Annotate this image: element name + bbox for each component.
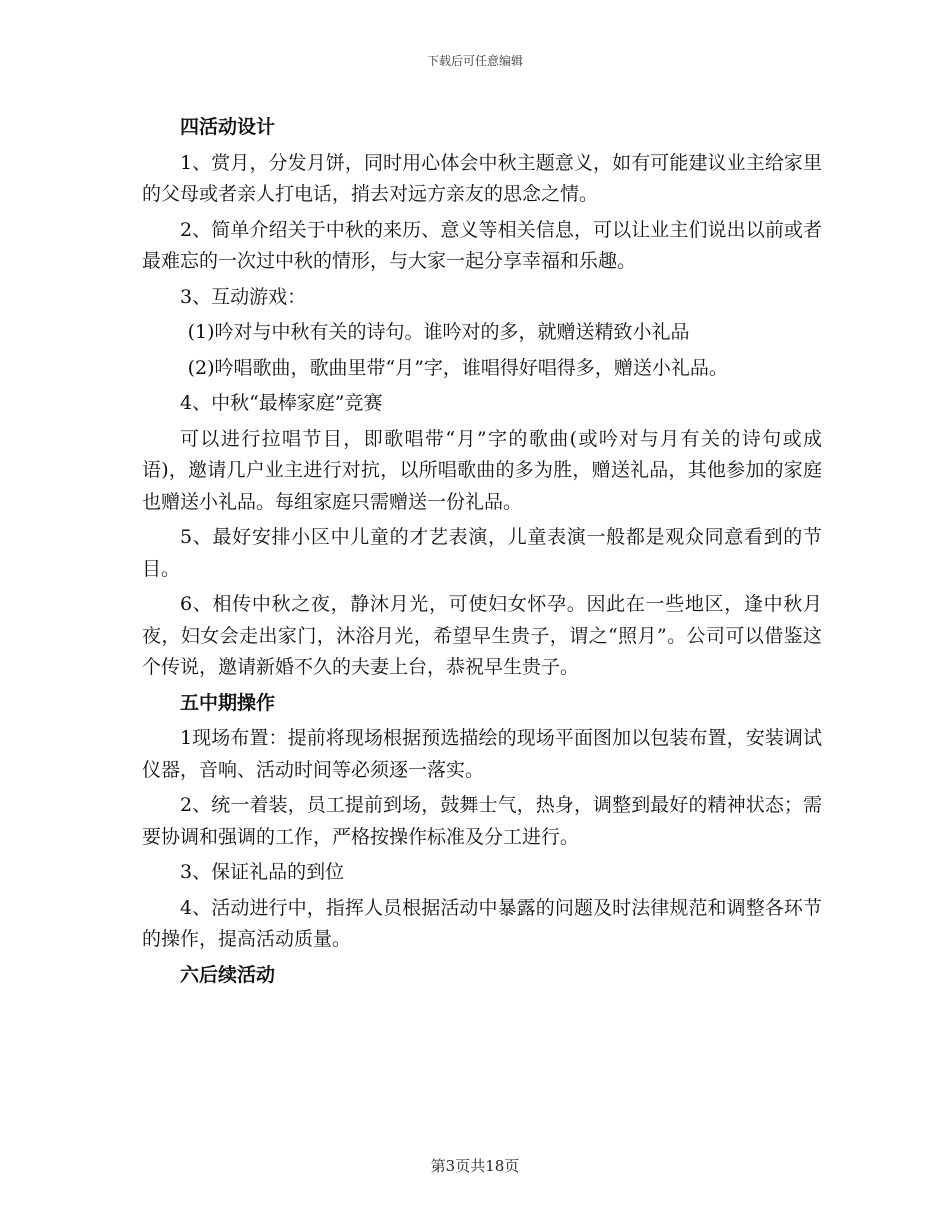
paragraph-item-2: 2、简单介绍关于中秋的来历、意义等相关信息，可以让业主们说出以前或者最难忘的一次过中秋的情形，与大家一起分享幸福和乐趣。: [142, 218, 822, 272]
section-heading-follow-up: 六后续活动: [180, 963, 276, 986]
section-heading-mid-operation: 五中期操作: [180, 691, 276, 714]
paragraph-item-5: 5、最好安排小区中儿童的才艺表演，儿童表演一般都是观众同意看到的节目。: [142, 526, 822, 580]
paragraph-op-2: 2、统一着装，员工提前到场，鼓舞士气，热身，调整到最好的精神状态；需要协调和强调的工作，严格按操作标准及分工进行。: [142, 794, 822, 848]
section-heading-activity-design: 四活动设计: [180, 116, 276, 138]
paragraph-item-1: 1、赏月，分发月饼，同时用心体会中秋主题意义，如有可能建议业主给家里的父母或者亲人打电话，捎去对远方亲友的思念之情。: [142, 151, 822, 205]
document-body: [142, 112, 822, 995]
paragraph-item-3: 3、互动游戏：: [180, 285, 307, 308]
paragraph-op-3: 3、保证礼品的到位: [180, 861, 345, 883]
paragraph-subitem-2: (2)吟唱歌曲，歌曲里带“月”字，谁唱得好唱得多，赠送小礼品。: [187, 356, 728, 379]
paragraph-op-4: 4、活动进行中，指挥人员根据活动中暴露的问题及时法律规范和调整各环节的操作，提高活动质量。: [142, 896, 822, 950]
paragraph-op-1: 1现场布置：提前将现场根据预选描绘的现场平面图加以包装布置，安装调试仪器，音响、活动时间等必须逐一落实。: [142, 727, 822, 781]
page-header: 下载后可任意编辑: [426, 54, 523, 68]
page-number: 第3页共18页: [430, 1157, 520, 1175]
paragraph-item-6: 6、相传中秋之夜，静沐月光，可使妇女怀孕。因此在一些地区，逢中秋月夜，妇女会走出家门，沐浴月光，希望早生贵子，谓之“照月”。公司可以借鉴这个传说，邀请新婚不久的夫妻上台，恭祝早生贵子。: [142, 593, 822, 678]
paragraph-subitem-1: (1)吟对与中秋有关的诗句。谁吟对的多，就赠送精致小礼品: [187, 321, 690, 343]
paragraph-item-4: 4、中秋“最棒家庭”竞赛: [180, 392, 383, 414]
paragraph-item-4-body: 可以进行拉唱节目，即歌唱带“月”字的歌曲(或吟对与月有关的诗句或成语)，邀请几户业主进行对抗，以所唱歌曲的多为胜，赠送礼品，其他参加的家庭也赠送小礼品。每组家庭只需赠送一份礼品。: [142, 427, 822, 513]
